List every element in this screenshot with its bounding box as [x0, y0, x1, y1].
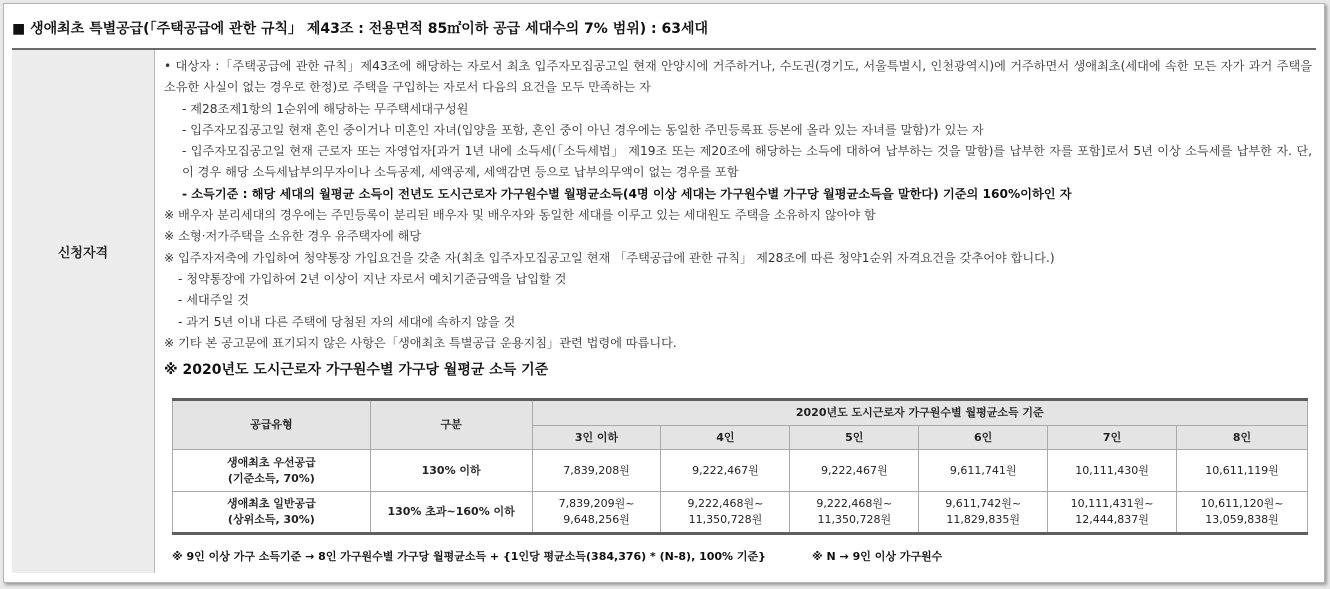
table-footnote [172, 548, 942, 564]
supply-type-ratio: (상위소득, 30%) [227, 513, 315, 526]
header-income-group: 2020년도 도시근로자 가구원수별 월평균소득 기준 [532, 400, 1307, 426]
note-item: ※ 입주자저축에 가입하여 청약통장 가입요건을 갖춘 자(최초 입주자모집공고일 현재 「주택공급에 관한 규칙」 제28조에 따른 청약1순위 자격요건을 갖추어야 합니다.) [164, 250, 1055, 265]
income-range-cell [919, 492, 1048, 534]
income-min: 9,222,468원~ [687, 497, 764, 510]
income-requirement: - 소득기준 : 해당 세대의 월평균 소득이 전년도 도시근로자 가구원수별 월평균소득(4명 이상 세대는 가구원수별 가구당 월평균소득을 말한다) 기준의 160%이하인 자 [182, 186, 1072, 201]
note-item: ※ 배우자 분리세대의 경우에는 주민등록이 분리된 배우자 및 배우자와 동일한 세대를 이루고 있는 세대원도 주택을 소유하지 않아야 함 [164, 208, 876, 223]
header-household-size: 5인 [790, 426, 919, 450]
supply-type-cell [173, 450, 371, 492]
requirement-item: - 입주자모집공고일 현재 근로자 또는 자영업자[과거 1년 내에 소득세(「소득세법」 제19조 또는 제20조에 해당하는 소득에 대하여 납부하는 것을 말함)를 납부한 자를 포함]로서 5년 이상 소득세를 납부한 자. 단, 이 경우 해당 소득세납부의무자이나 소득공제, 세액공제, 세액감면 등으로 납부의무액이 없는 경우를 포함 [182, 144, 1312, 180]
section-heading: ■ 생애최초 특별공급(「주택공급에 관한 규칙」 제43조 : 전용면적 85㎡이하 공급 세대수의 7% 범위) : 63세대 [12, 21, 709, 37]
note-item: ※ 기타 본 공고문에 표기되지 않은 사항은「생애최초 특별공급 운용지침」관련 법령에 따릅니다. [164, 335, 677, 350]
requirement-item: - 입주자모집공고일 현재 혼인 중이거나 미혼인 자녀(입양을 포함, 혼인 중이 아닌 경우에는 동일한 주민등록표 등본에 올라 있는 자녀를 말함)가 있는 자 [182, 122, 984, 137]
table-row [173, 450, 1308, 492]
eligibility-intro: • 대상자 :「주택공급에 관한 규칙」제43조에 해당하는 자로서 최초 입주자모집공고일 현재 안양시에 거주하거나, 수도권(경기도, 서울특별시, 인천광역시)에 거주하면서 생애최초(세대에 속한 모든 자가 과거 주택을 소유한 사실이 없는 경우로 한정)로 주택을 구입하는 자로서 다음의 요건을 모두 만족하는 자 [164, 59, 1312, 95]
income-range-cell [532, 492, 661, 534]
subscription-item: - 과거 5년 이내 다른 주택에 당첨된 자의 세대에 속하지 않을 것 [178, 314, 516, 329]
income-min: 7,839,209원~ [558, 497, 635, 510]
income-min: 10,611,120원~ [1200, 497, 1284, 510]
supply-type-name: 생애최초 우선공급 [226, 455, 316, 469]
label-cell [12, 50, 155, 573]
header-household-size: 3인 이하 [532, 426, 661, 450]
income-range-cell [1177, 492, 1308, 534]
income-value: 7,839,208원 [532, 450, 661, 492]
table-row [173, 492, 1308, 534]
income-max: 12,444,837원 [1075, 513, 1149, 526]
subscription-item: - 세대주일 것 [178, 293, 250, 308]
income-value: 9,222,467원 [661, 450, 790, 492]
income-min: 10,111,431원~ [1070, 497, 1154, 510]
income-range-cell [1048, 492, 1177, 534]
division-cell: 130% 초과~160% 이하 [370, 492, 532, 534]
supply-type-ratio: (기준소득, 70%) [227, 471, 315, 485]
income-max: 13,059,838원 [1205, 513, 1279, 526]
header-household-size: 8인 [1177, 426, 1308, 450]
income-range-cell [790, 492, 919, 534]
qualification-content [164, 56, 1312, 387]
income-range-cell [661, 492, 790, 534]
header-division: 구분 [370, 400, 532, 450]
note-item: ※ 소형·저가주택을 소유한 경우 유주택자에 해당 [164, 229, 422, 244]
income-max: 11,350,728원 [817, 513, 892, 526]
header-supply-type: 공급유형 [173, 400, 371, 450]
income-value: 10,111,430원 [1048, 450, 1177, 492]
subscription-item: - 청약통장에 가입하여 2년 이상이 지난 자로서 예치기준금액을 납입할 것 [178, 271, 567, 286]
income-max: 9,648,256원 [563, 513, 630, 526]
division-cell: 130% 이하 [370, 450, 532, 492]
supply-type-name: 생애최초 일반공급 [226, 497, 316, 510]
income-max: 11,350,728원 [688, 513, 763, 526]
income-value: 10,611,119원 [1177, 450, 1308, 492]
income-max: 11,829,835원 [946, 513, 1020, 526]
income-value: 9,222,467원 [790, 450, 919, 492]
heading-divider [12, 48, 1316, 50]
header-household-size: 4인 [661, 426, 790, 450]
supply-type-cell [173, 492, 371, 534]
income-table [172, 398, 1308, 535]
income-min: 9,611,742원~ [945, 497, 1022, 510]
footnote-formula: ※ 9인 이상 가구 소득기준 → 8인 가구원수별 가구당 월평균소득 + {1인당 평균소득(384,376) * (N-8), 100% 기준} [172, 550, 766, 563]
requirement-item: - 제28조제1항의 1순위에 해당하는 무주택세대구성원 [182, 101, 469, 116]
header-household-size: 6인 [919, 426, 1048, 450]
income-value: 9,611,741원 [919, 450, 1048, 492]
footnote-n-definition: ※ N → 9인 이상 가구원수 [811, 550, 943, 563]
header-household-size: 7인 [1048, 426, 1177, 450]
qualification-label: 신청자격 [57, 246, 109, 261]
income-table-title: ※ 2020년도 도시근로자 가구원수별 가구당 월평균 소득 기준 [164, 362, 549, 379]
document-frame [3, 3, 1325, 583]
income-min: 9,222,468원~ [816, 497, 893, 510]
